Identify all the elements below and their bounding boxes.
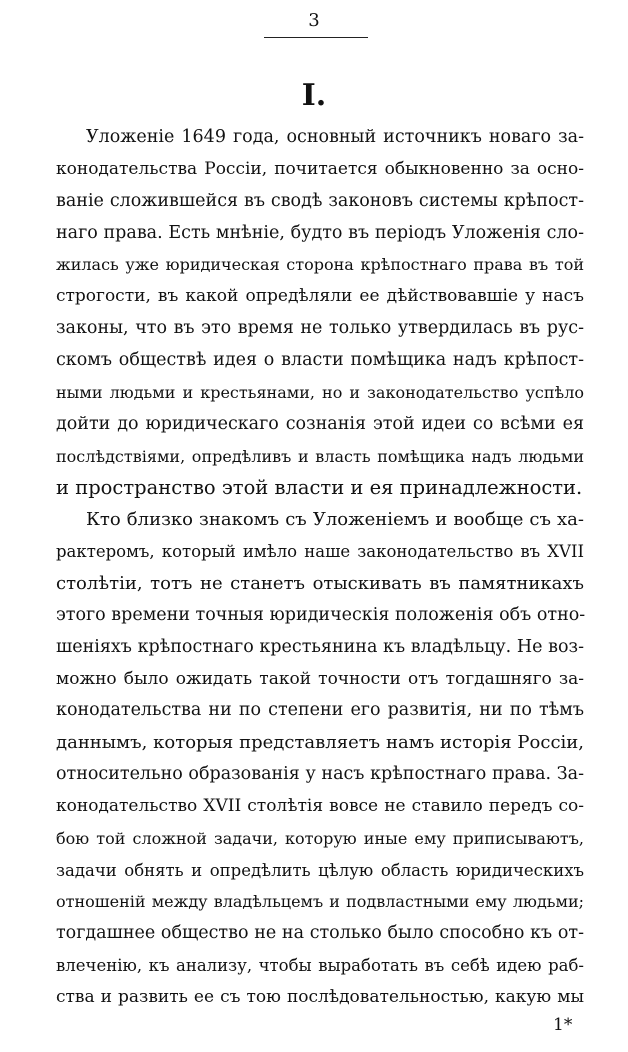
text-line: ства и развить ее съ тою послѣдовательностью, какую мы — [56, 987, 584, 1007]
signature-mark: 1* — [553, 1015, 573, 1035]
page-number: 3 — [308, 10, 320, 31]
text-line: жилась уже юридическая сторона крѣпостнаго права въ той — [56, 255, 584, 275]
text-line: относительно образованія у насъ крѣпостнаго права. За- — [56, 764, 584, 784]
text-line: задачи обнять и опредѣлить цѣлую область юридическихъ — [56, 860, 584, 880]
text-line: дойти до юридическаго сознанія этой идеи со всѣми ея — [56, 413, 584, 434]
header-rule — [264, 37, 368, 38]
text-line: Кто близко знакомъ съ Уложеніемъ и вообще съ ха- — [86, 509, 584, 531]
text-line: шеніяхъ крѣпостнаго крестьянина къ владѣльцу. Не воз- — [56, 636, 584, 657]
text-line: послѣдствіями, опредѣливъ и власть помѣщика надъ людьми — [56, 446, 584, 466]
text-line: конодательства ни по степени его развитія, ни по тѣмъ — [56, 700, 584, 721]
text-line: бою той сложной задачи, которую иные ему приписываютъ, — [56, 828, 584, 848]
text-line: Уложеніе 1649 года, основный источникъ новаго за- — [86, 127, 584, 147]
text-line: скомъ обществѣ идея о власти помѣщика надъ крѣпост- — [56, 350, 584, 370]
text-line: ными людьми и крестьянами, но и законодательство успѣло — [56, 382, 584, 402]
text-line: конодательства Россіи, почитается обыкновенно за осно- — [56, 158, 584, 179]
chapter-heading: I. — [301, 78, 327, 113]
text-line: этого времени точныя юридическія положенія объ отно- — [56, 604, 586, 625]
text-line: отношеній между владѣльцемъ и подвластными ему людьми; — [56, 892, 584, 912]
text-line: рактеромъ, который имѣло наше законодательство въ XVII — [56, 542, 584, 562]
text-line: столѣтіи, тотъ не станетъ отыскивать въ памятникахъ — [56, 572, 584, 594]
text-line: можно было ожидать такой точности отъ тогдашняго за- — [56, 668, 584, 689]
text-line: даннымъ, которыя представляетъ намъ исторія Россіи, — [56, 732, 584, 754]
text-line: наго права. Есть мнѣніе, будто въ періодъ Уложенія сло- — [56, 222, 584, 243]
text-line: строгости, въ какой опредѣляли ее дѣйствовавшіе у насъ — [56, 286, 584, 307]
text-line: ваніе сложившейся въ сводѣ законовъ системы крѣпост- — [56, 190, 584, 211]
text-line: законы, что въ это время не только утвердилась въ рус- — [56, 318, 584, 339]
text-line: конодательство XVII столѣтія вовсе не ставило передъ со- — [56, 795, 584, 816]
text-line: и пространство этой власти и ея принадлежности. — [56, 476, 583, 500]
text-line: влеченію, къ анализу, чтобы выработать въ себѣ идею раб- — [56, 956, 584, 976]
text-line: тогдашнее общество не на столько было способно къ от- — [56, 923, 584, 944]
